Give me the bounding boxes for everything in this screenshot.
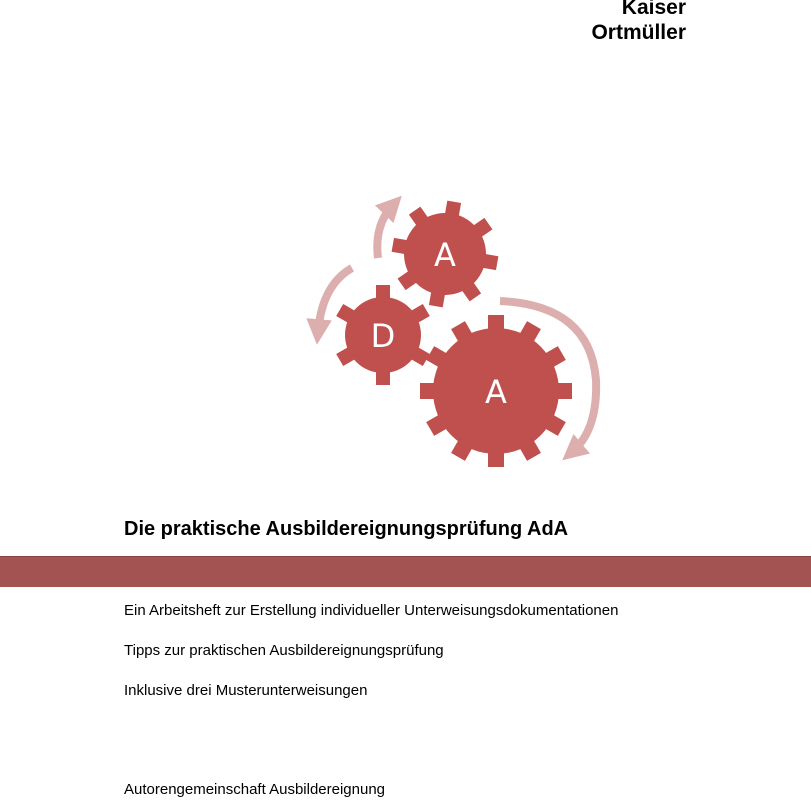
feature-line: Tipps zur praktischen Ausbildereignungsprüfung	[124, 642, 444, 659]
feature-line: Inklusive drei Musterunterweisungen	[124, 682, 368, 699]
gear-letter: A	[434, 236, 456, 274]
gears-logo	[300, 190, 610, 480]
author-2: Ortmüller	[591, 21, 686, 44]
feature-line: Ein Arbeitsheft zur Erstellung individueller Unterweisungsdokumentationen	[124, 602, 619, 619]
book-title: Die praktische Ausbildereignungsprüfung AdA	[124, 518, 569, 540]
author-1: Kaiser	[621, 0, 686, 19]
decorative-band	[0, 556, 811, 587]
authors	[591, 0, 686, 45]
arrow-left-icon	[318, 268, 352, 332]
arrow-top-icon	[377, 205, 393, 258]
publisher: Autorengemeinschaft Ausbildereignung	[124, 781, 386, 798]
gear-letter: A	[485, 373, 507, 411]
gear-letter: D	[370, 317, 396, 355]
